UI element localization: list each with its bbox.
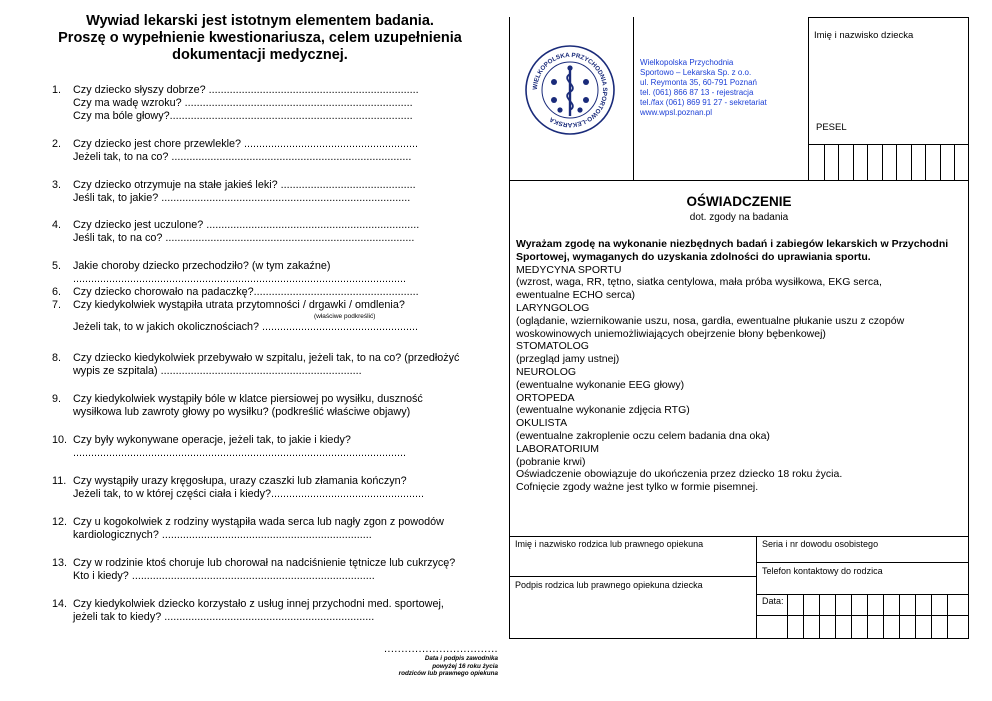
date-cell[interactable] [899,594,900,638]
pesel-cell[interactable] [940,144,941,180]
question-line: wysiłkowa lub zawroty głowy po wysiłku? (podkreślić właściwe objawy) [73,406,411,418]
exam-detail: (oglądanie, wziernikowanie uszu, nosa, gardła, ewentualne płukanie uszu z czopów [516,314,905,327]
exam-detail: woskowinowych uniemożliwiających obejrzenie błony bębenkowej) [516,327,826,340]
pesel-cell[interactable] [882,144,883,180]
clinic-name-2: Sportowo – Lekarska Sp. z o.o. [640,68,752,77]
declaration-subtitle: dot. zgody na badania [689,212,789,223]
name-box-left-border [808,17,809,180]
date-field: Data: [762,596,784,606]
question-7 [52,299,502,334]
date-cell[interactable] [947,594,948,638]
validity-note: Oświadczenie obowiązuje do ukończenia przez dziecko 18 roku życia. [516,468,843,481]
question-number: 6. [52,286,62,298]
question-line: Czy kiedykolwiek wystąpiły bóle w klatce piersiowej po wysiłku, duszność [73,393,423,405]
pesel-label: PESEL [816,122,847,133]
panel-left-border [509,17,510,639]
answer-line[interactable]: ............................................................................................................... [73,273,406,285]
pesel-cell[interactable] [911,144,912,180]
logo-text: WIELKOPOLSKA PRZYCHODNIA SPORTOWO-LEKARSKA [531,51,609,129]
question-3 [52,179,502,205]
exam-ophthalmology: OKULISTA [516,417,568,430]
questionnaire-title [40,13,480,64]
clinic-street: ul. Reymonta 35, 60-791 Poznań [640,78,757,87]
question-number: 8. [52,352,62,364]
header-bottom-line [509,180,969,181]
question-line[interactable]: Czy dziecko słyszy dobrze? ...................................................................... [73,84,419,96]
grid-line [509,576,756,577]
question-number: 9. [52,393,62,405]
question-number: 10. [52,434,68,446]
date-cell[interactable] [835,594,836,638]
exam-orthopedics: ORTOPEDA [516,391,575,404]
exam-detail: (pobranie krwi) [516,455,586,468]
question-line: Czy kiedykolwiek wystąpiła utrata przytomności / drgawki / omdlenia? [73,299,405,311]
question-line: Czy dziecko kiedykolwiek przebywało w szpitalu, jeżeli tak, to na co? (przedłożyć [73,352,460,364]
snake-head-icon [567,65,572,70]
pesel-cell[interactable] [853,144,854,180]
question-line[interactable]: Czy dziecko otrzymuje na stałe jakieś leki? ............................................. [73,179,416,191]
question-line: Czy u kogokolwiek z rodziny wystąpiła wada serca lub nagły zgon z powodów [73,516,444,528]
athlete-icon [583,79,589,85]
athlete-icon [557,107,562,112]
signature-line[interactable]: ................................. [383,643,498,655]
clinic-address [640,58,805,118]
athlete-icon [577,107,582,112]
parent-name-field[interactable]: Imię i nazwisko rodzica lub prawnego opiekuna [515,539,704,549]
question-line: Czy kiedykolwiek dziecko korzystało z usług innej przychodni med. sportowej, [73,598,444,610]
pesel-cell[interactable] [925,144,926,180]
exam-neurology: NEUROLOG [516,365,577,378]
parent-signature-field[interactable]: Podpis rodzica lub prawnego opiekuna dziecka [515,580,703,590]
pesel-cell[interactable] [838,144,839,180]
exam-detail: (ewentualne zakroplenie oczu celem badania dna oka) [516,429,770,442]
signature-note: Data i podpis zawodnika [424,655,498,662]
clinic-website[interactable]: www.wpsl.poznan.pl [640,108,713,117]
question-number: 4. [52,219,62,231]
athlete-icon [551,97,557,103]
exam-detail: (ewentualne wykonanie zdjęcia RTG) [516,404,690,417]
question-line[interactable]: Kto i kiedy? ................................................................................. [73,570,375,582]
pesel-cell[interactable] [954,144,955,180]
clinic-phone: tel. (061) 866 87 13 - rejestracja [640,88,754,97]
title-line-1: Wywiad lekarski jest istotnym elementem badania. [86,13,434,29]
question-line: Jakie choroby dziecko przechodziło? (w tym zakaźne) [73,260,331,272]
signature-area [360,643,498,678]
exam-sports-medicine: MEDYCYNA SPORTU [516,263,622,276]
exam-laryngology: LARYNGOLOG [516,301,590,314]
clinic-fax: tel./fax (061) 869 91 27 - sekretariat [640,98,767,107]
question-number: 5. [52,260,62,272]
question-line[interactable]: kardiologicznych? ...................................................................... [73,529,372,541]
question-number: 14. [52,598,68,610]
question-line[interactable]: Czy ma bóle głowy?................................................................................. [73,110,413,122]
question-8 [52,352,502,378]
question-number: 3. [52,179,62,191]
date-cell[interactable] [867,594,868,638]
exam-detail: (przegląd jamy ustnej) [516,353,620,366]
date-cell[interactable] [915,594,916,638]
question-line[interactable]: Czy dziecko jest chore przewlekle? .......................................................... [73,138,419,150]
question-number: 2. [52,138,62,150]
withdrawal-note: Cofnięcie zgody ważne jest tylko w formie pisemnej. [516,481,759,494]
question-line[interactable]: Jeżeli tak, to w której części ciała i kiedy?................................................... [73,488,425,500]
declaration-body [516,238,966,494]
child-name-label: Imię i nazwisko dziecka [814,30,914,41]
date-cell[interactable] [819,594,820,638]
question-1 [52,84,502,123]
question-10 [52,434,502,460]
question-line: Czy w rodzinie ktoś choruje lub chorował na nadciśnienie tętnicze lub cukrzycę? [73,557,456,569]
grid-bottom-line [509,638,969,639]
question-line[interactable]: Jeśli tak, to na co? ................................................................................... [73,232,415,244]
date-cell[interactable] [787,594,788,638]
question-13 [52,557,502,583]
question-14 [52,598,502,624]
panel-right-border [968,17,969,639]
title-line-3: dokumentacji medycznej. [172,47,348,63]
signature-note: powyżej 16 roku życia [432,662,498,670]
date-cell[interactable] [931,594,932,638]
pesel-cell[interactable] [824,144,825,180]
panel-top-border [808,17,969,18]
signature-note: rodziców lub prawnego opiekuna [398,670,498,677]
title-line-2: Proszę o wypełnienie kwestionariusza, celem uzupełnienia [58,30,462,46]
exam-laboratory: LABORATORIUM [516,442,600,455]
clinic-name: Wielkopolska Przychodnia [640,58,734,67]
question-number: 13. [52,557,68,569]
grid-line [756,562,969,563]
question-2 [52,138,502,164]
declaration-title: OŚWIADCZENIE [686,194,792,209]
question-number: 7. [52,299,62,311]
header-divider [633,17,634,180]
question-11 [52,475,502,501]
parent-phone-field[interactable]: Telefon kontaktowy do rodzica [762,566,883,576]
exam-stomatology: STOMATOLOG [516,340,589,353]
question-9 [52,393,502,419]
grid-mid-divider [756,536,757,639]
athlete-icon [583,97,589,103]
question-4 [52,219,502,245]
answer-line[interactable]: ............................................................................................................... [73,447,406,459]
grid-top-line [509,536,969,537]
underline-note: (właściwe podkreślić) [314,313,376,320]
exam-detail: (ewentualne wykonanie EEG głowy) [516,378,685,391]
question-6 [52,286,502,299]
date-cell[interactable] [803,594,804,638]
pesel-cell[interactable] [867,144,868,180]
question-line[interactable]: jeżeli tak to kiedy? ...................................................................... [73,611,375,623]
clinic-logo [524,44,616,136]
consent-statement: Wyrażam zgodę na wykonanie niezbędnych badań i zabiegów lekarskich w Przychodni Sportowej, wymaganych do uzyskania zdolności do uprawiania sportu. [516,238,949,263]
question-12 [52,516,502,542]
date-cell[interactable] [883,594,884,638]
question-line[interactable]: Czy ma wadę wzroku? ............................................................................ [73,97,413,109]
question-line[interactable]: Jeżeli tak, to na co? ................................................................................ [73,151,412,163]
pesel-top-line [808,144,969,145]
question-5 [52,260,502,286]
question-line: Czy były wykonywane operacje, jeżeli tak, to jakie i kiedy? [73,434,351,446]
athlete-icon [551,79,557,85]
exam-detail: ewentualne ECHO serca) [516,289,636,302]
id-number-field[interactable]: Seria i nr dowodu osobistego [762,539,879,549]
question-line: Czy wystąpiły urazy kręgosłupa, urazy czaszki lub złamania kończyn? [73,475,407,487]
pesel-cell[interactable] [896,144,897,180]
question-number: 1. [52,84,62,96]
question-line[interactable]: Jeżeli tak, to w jakich okolicznościach? .................................................... [73,321,419,333]
question-number: 11. [52,475,67,487]
exam-detail: (wzrost, waga, RR, tętno, siatka centylowa, mała próba wysiłkowa, EKG serca, [516,276,882,289]
question-line[interactable]: Czy dziecko chorowało na padaczkę?....................................................... [73,286,419,298]
question-line[interactable]: Czy dziecko jest uczulone? ....................................................................... [73,219,420,231]
question-line[interactable]: Jeśli tak, to jakie? ................................................................................... [73,192,411,204]
date-cell[interactable] [851,594,852,638]
question-number: 12. [52,516,68,528]
question-line[interactable]: wypis ze szpitala) ................................................................... [73,365,362,377]
